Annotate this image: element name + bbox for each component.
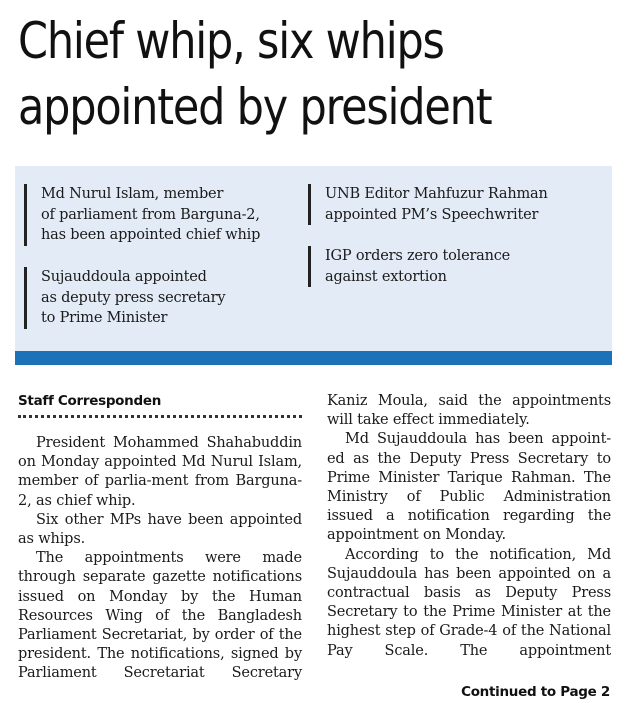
paragraph: President Mohammed Shahabuddin on Monday appointed Md Nurul Islam, member of parlia-ment from Barguna-2, as chief whip. (18, 435, 302, 509)
byline: Staff Corresponden (18, 393, 162, 409)
article-column-right (327, 392, 611, 661)
paragraph: According to the notification, Md Sujauddoula has been appointed on a contractual basis as Deputy Press Secretary to the Prime Minister at the highest step of Grade-4 of the National Pay Scale. The appointment (327, 546, 611, 659)
paragraph: Md Sujauddoula has been appoint-ed as the Deputy Press Secretary to Prime Minister Tarique Rahman. The Ministry of Public Administration issued a notification regarding the appointment on Monday. (327, 431, 611, 544)
byline-divider (18, 415, 302, 418)
paragraph: The appointments were made through separate gazette notifications issued on Monday by the Human Resources Wing of the Bangladesh Parliament Secretariat, by order of the president. The notifications, signed by Parliament Secretariat Secretary (18, 550, 302, 682)
highlight-item-speechwriter: UNB Editor Mahfuzur Rahman appointed PM’s Speechwriter (308, 184, 615, 225)
highlight-item-chief-whip: Md Nurul Islam, member of parliament from Barguna-2, has been appointed chief whip (24, 184, 301, 246)
highlight-item-igp-extortion: IGP orders zero tolerance against extortion (308, 246, 615, 287)
article-column-left (18, 434, 302, 684)
highlights-accent-bar (15, 351, 612, 365)
headline: Chief whip, six whips appointed by president (18, 12, 492, 136)
continued-link[interactable]: Continued to Page 2 (461, 684, 610, 700)
highlight-item-deputy-press-secretary: Sujauddoula appointed as deputy press secretary to Prime Minister (24, 267, 301, 329)
paragraph: Six other MPs have been appointed as whips. (18, 511, 302, 548)
paragraph: Kaniz Moula, said the appointments will take effect immediately. (327, 393, 611, 429)
